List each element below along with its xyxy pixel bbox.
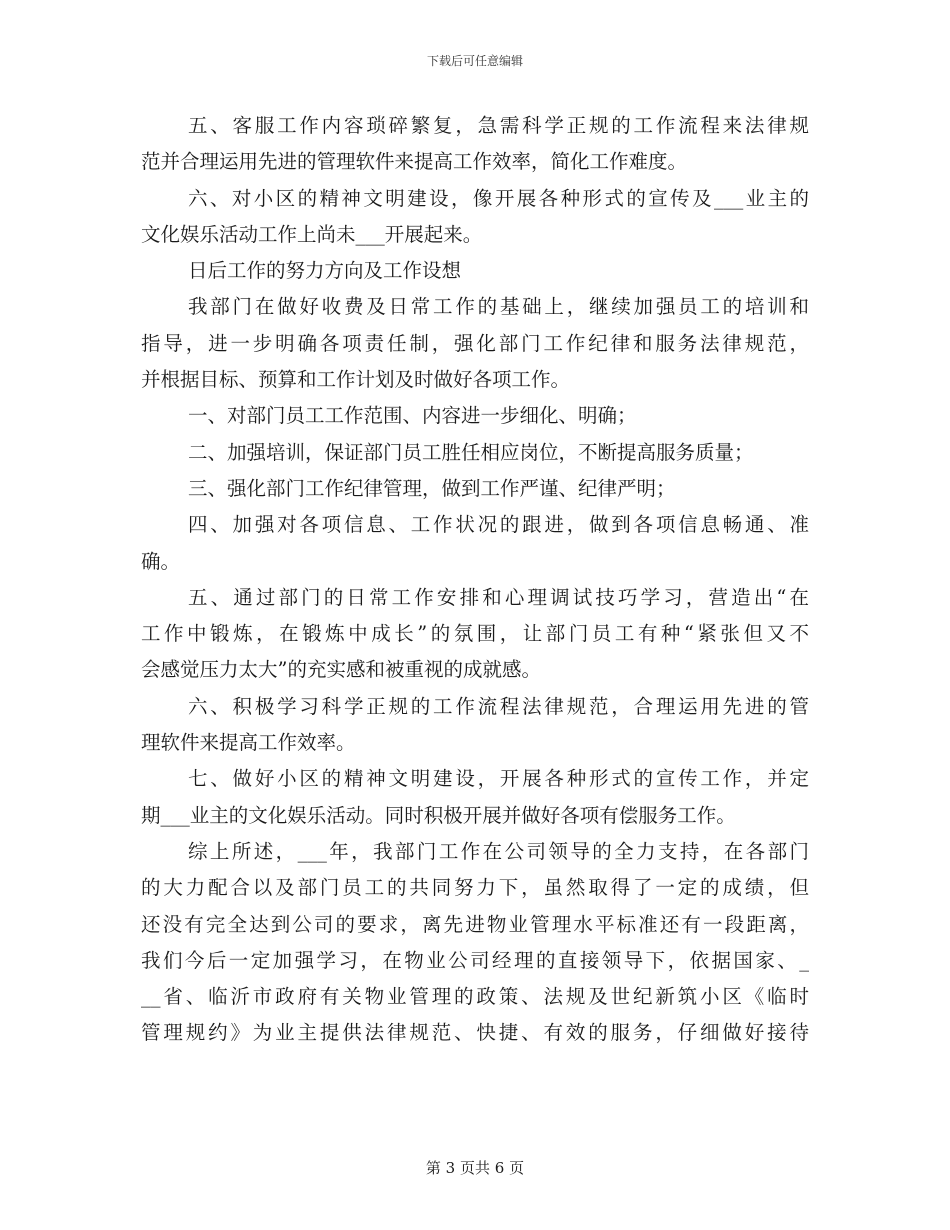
text-line: 综上所述，___年，我部门工作在公司领导的全力支持，在各部门 <box>188 839 809 863</box>
text-line: 我部门在做好收费及日常工作的基础上，继续加强员工的培训和 <box>188 295 809 319</box>
text-line: 管理规约》为业主提供法律规范、快捷、有效的服务，仔细做好接待 <box>141 1021 809 1045</box>
text-line: 一、对部门员工工作范围、内容进一步细化、明确； <box>188 404 637 428</box>
text-line: 日后工作的努力方向及工作设想 <box>188 259 462 283</box>
text-line: 二、加强培训，保证部门员工胜任相应岗位，不断提高服务质量； <box>188 440 754 464</box>
text-line: 文化娱乐活动工作上尚未___开展起来。 <box>141 222 483 246</box>
text-line: 三、强化部门工作纪律管理，做到工作严谨、纪律严明； <box>188 476 676 500</box>
text-line: 并根据目标、预算和工作计划及时做好各项工作。 <box>141 368 571 392</box>
text-line: 工作中锻炼，在锻炼中成长”的氛围，让部门员工有种“紧张但又不 <box>141 622 809 646</box>
text-line: 六、对小区的精神文明建设，像开展各种形式的宣传及___业主的 <box>188 186 809 210</box>
text-line: 还没有完全达到公司的要求，离先进物业管理水平标准还有一段距离， <box>141 912 809 936</box>
text-line: 五、通过部门的日常工作安排和心理调试技巧学习，营造出“在 <box>188 585 809 609</box>
text-line: 确。 <box>141 549 181 573</box>
page-header: 下载后可任意编辑 <box>426 54 523 68</box>
text-line: 的大力配合以及部门员工的共同努力下，虽然取得了一定的成绩，但 <box>141 876 809 900</box>
text-line: 六、积极学习科学正规的工作流程法律规范，合理运用先进的管 <box>188 694 809 718</box>
page-footer: 第 3 页共 6 页 <box>425 1159 525 1177</box>
text-line: 指导，进一步明确各项责任制，强化部门工作纪律和服务法律规范， <box>141 331 809 355</box>
document-body <box>141 108 809 1052</box>
text-line: 期___业主的文化娱乐活动。同时积极开展并做好各项有偿服务工作。 <box>141 803 736 827</box>
text-line: 会感觉压力太大”的充实感和被重视的成就感。 <box>141 658 541 682</box>
text-line: 理软件来提高工作效率。 <box>141 731 356 755</box>
text-line: 五、客服工作内容琐碎繁复，急需科学正规的工作流程来法律规 <box>188 114 809 137</box>
text-line: 七、做好小区的精神文明建设，开展各种形式的宣传工作，并定 <box>188 767 809 791</box>
text-line: __省、临沂市政府有关物业管理的政策、法规及世纪新筑小区《临时 <box>141 985 809 1009</box>
text-line: 我们今后一定加强学习，在物业公司经理的直接领导下，依据国家、_ <box>141 948 809 972</box>
text-line: 范并合理运用先进的管理软件来提高工作效率，简化工作难度。 <box>141 150 688 174</box>
text-line: 四、加强对各项信息、工作状况的跟进，做到各项信息畅通、准 <box>188 513 809 537</box>
